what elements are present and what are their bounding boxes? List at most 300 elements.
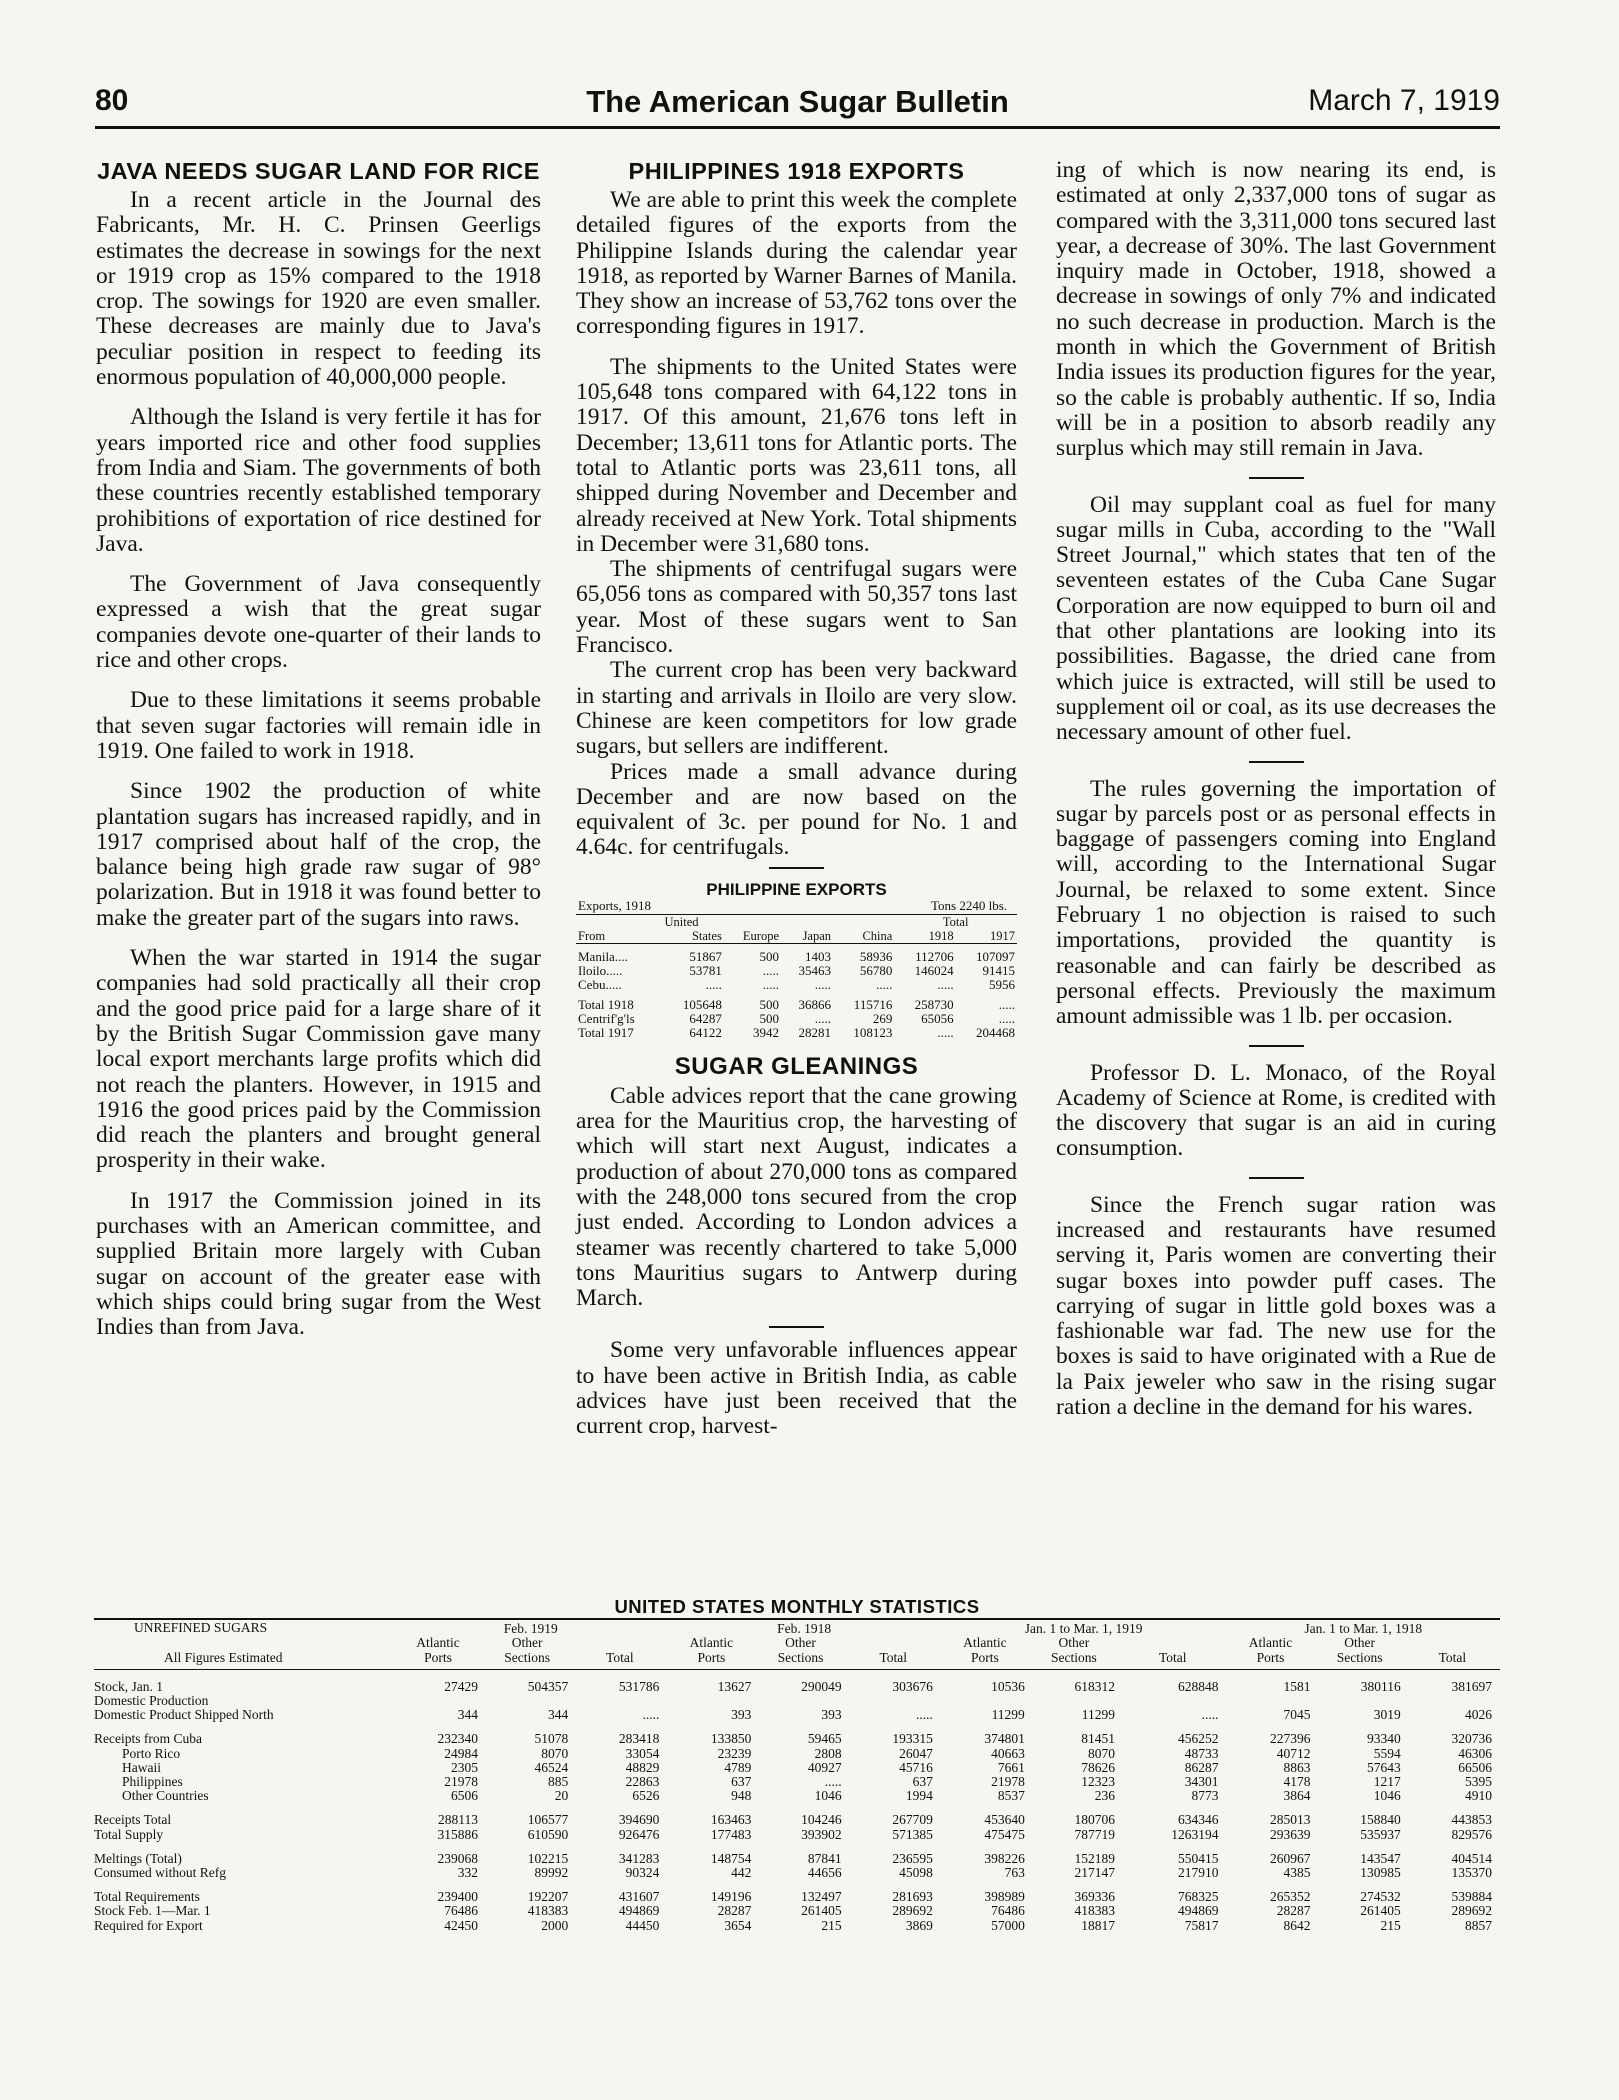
table-cell: 500	[759, 996, 779, 1012]
philippines-heading: PHILIPPINES 1918 EXPORTS	[628, 158, 965, 184]
gleanings-paragraph: The rules governing the importation of sugar by parcels post or as personal effects in baggage of passengers coming into England will, according to the International Sugar Journal, be relaxed to some extent. Since February 1 no objection is raised to such importations, provided the quantity is reasonable and can fairly be described as personal effects. Previously the maximum amount admissible was 1 lb. per occasion.	[1056, 775, 1496, 1030]
table-cell	[846, 1694, 941, 1708]
table-cell: 20	[554, 1788, 569, 1804]
table-cell: 634346	[1178, 1812, 1219, 1828]
table-cell: 204468	[976, 1024, 1015, 1040]
table-cell: 3019	[1373, 1707, 1401, 1723]
header-total: Total	[942, 914, 969, 929]
java-paragraph: The Government of Java consequently expressed a wish that the great sugar companies devote one-quarter of their lands to rice and other crops.	[96, 571, 541, 674]
table-cell: 22863	[625, 1774, 660, 1790]
table-cell: 571385	[892, 1826, 933, 1842]
table-cell: 102215	[527, 1850, 569, 1866]
table-cell: 500	[759, 1010, 779, 1026]
table-cell: 104246	[801, 1812, 842, 1828]
table-cell	[394, 1694, 482, 1708]
row-label: Receipts from Cuba	[94, 1731, 202, 1747]
table-cell: 217147	[1074, 1865, 1116, 1881]
table-cell: 40927	[807, 1759, 842, 1775]
table-cell: 65056	[921, 1010, 954, 1026]
table-cell: 948	[731, 1788, 752, 1804]
table-cell: 158840	[1360, 1812, 1401, 1828]
table-cell	[1029, 1694, 1119, 1708]
column-gleanings-continued	[1056, 158, 1496, 1435]
table-cell: 610590	[527, 1826, 569, 1842]
table-cell: 8863	[1283, 1759, 1311, 1775]
row-label: Meltings (Total)	[94, 1850, 182, 1866]
philippines-paragraph: The current crop has been very backward in starting and arrivals in Iloilo are very slow. Chinese are keen competitors for low grade sugars, but sellers are indifferent.	[576, 657, 1017, 760]
column-java	[96, 158, 541, 1355]
table-cell: 21978	[991, 1774, 1025, 1790]
table-cell: .....	[937, 1024, 954, 1040]
corner-top: UNREFINED SUGARS	[134, 1620, 268, 1636]
table-cell: .....	[814, 1010, 832, 1026]
table-cell: 146024	[914, 962, 954, 978]
table-cell: 637	[731, 1774, 752, 1790]
col-total: Total	[846, 1651, 941, 1670]
col-ports: Ports	[394, 1651, 482, 1670]
col-other: Other	[785, 1635, 816, 1651]
row-label: Philippines	[122, 1774, 183, 1790]
table-cell: 290049	[801, 1678, 842, 1694]
table-cell: .....	[824, 1774, 842, 1790]
gleanings-paragraph: Some very unfavorable influences appear to have been active in British India, as cable advices have just been received that the current crop, harvest-	[576, 1337, 1017, 1440]
page-header	[95, 78, 1500, 129]
table-cell: 6526	[632, 1788, 660, 1804]
table-cell: 193315	[892, 1731, 933, 1747]
monthly-statistics	[94, 1596, 1500, 1933]
exports-grid	[576, 915, 1017, 1040]
table-cell: .....	[762, 962, 779, 978]
table-cell: 23239	[717, 1745, 752, 1761]
table-cell: 394690	[618, 1812, 660, 1828]
table-cell: 217910	[1178, 1865, 1219, 1881]
table-cell: 288113	[437, 1812, 478, 1828]
table-row	[94, 1669, 1500, 1694]
table-cell: 4789	[724, 1759, 752, 1775]
java-heading: JAVA NEEDS SUGAR LAND FOR RICE	[97, 158, 540, 184]
philippines-paragraph: We are able to print this week the complete detailed figures of the exports from the Philippine Islands during the calendar year 1918, as reported by Warner Barnes of Manila. They show an increase of 53,762 tons over the corresponding figures in 1917.	[576, 187, 1017, 340]
table-cell: 3942	[753, 1024, 779, 1040]
table-cell: 5594	[1373, 1745, 1401, 1761]
table-row	[94, 1694, 1500, 1708]
col-atlantic: Atlantic	[963, 1635, 1007, 1651]
table-cell: 768325	[1178, 1889, 1219, 1905]
table-cell	[755, 1694, 845, 1708]
row-label: Consumed without Refg	[94, 1865, 226, 1881]
table-cell: 48733	[1184, 1745, 1219, 1761]
table-cell: 58936	[859, 948, 893, 964]
table-cell: 269	[872, 1010, 893, 1026]
column-header: Japan	[781, 929, 833, 944]
table-cell: 475475	[984, 1826, 1025, 1842]
table-cell: 12323	[1081, 1774, 1116, 1790]
table-cell: .....	[915, 1707, 933, 1723]
table-sub-right: Tons 2240 lbs.	[930, 897, 1007, 913]
table-cell: 44450	[625, 1917, 660, 1933]
table-cell: 28281	[798, 1024, 832, 1040]
table-cell: 393	[821, 1707, 842, 1723]
table-cell: 107097	[976, 948, 1015, 964]
table-cell: 42450	[444, 1917, 478, 1933]
table-cell	[941, 1694, 1029, 1708]
table-row	[94, 1708, 1500, 1722]
table-cell: 1046	[1373, 1788, 1401, 1804]
table-cell: 535937	[1360, 1826, 1401, 1842]
table-cell: 180706	[1074, 1812, 1116, 1828]
table-cell: 380116	[1360, 1678, 1401, 1694]
table-cell: 453640	[984, 1812, 1025, 1828]
table-cell: 106577	[527, 1812, 569, 1828]
table-row	[94, 1722, 1500, 1746]
table-cell: 456252	[1178, 1731, 1219, 1747]
col-atlantic: Atlantic	[1248, 1635, 1293, 1651]
table-cell: 404514	[1451, 1850, 1492, 1866]
table-cell: 163463	[710, 1812, 752, 1828]
table-cell: 27429	[444, 1678, 478, 1694]
table-cell: 236	[1094, 1788, 1116, 1804]
row-label: Total Requirements	[94, 1889, 200, 1905]
table-cell: .....	[814, 976, 832, 992]
table-cell: 8773	[1191, 1788, 1219, 1804]
table-cell: 4910	[1465, 1788, 1492, 1804]
col-other: Other	[1058, 1635, 1090, 1651]
table-cell: 2305	[450, 1759, 478, 1775]
table-row	[94, 1866, 1500, 1880]
table-sub-left: Exports, 1918	[578, 897, 651, 913]
table-cell: 7661	[997, 1759, 1025, 1775]
table-cell: 3864	[1283, 1788, 1311, 1804]
table-cell: 320736	[1451, 1731, 1492, 1747]
table-cell: Centrif'g'ls	[578, 1010, 635, 1026]
table-cell: 1263194	[1171, 1826, 1219, 1842]
table-cell: 393902	[801, 1826, 842, 1842]
table-cell: 75817	[1184, 1917, 1219, 1933]
table-cell	[572, 1694, 667, 1708]
table-cell: 46524	[534, 1759, 569, 1775]
table-cell: 341283	[618, 1850, 660, 1866]
row-label: Total Supply	[94, 1826, 164, 1842]
gleanings-paragraph: Since the French sugar ration was increased and restaurants have resumed serving it, Paris women are converting their sugar boxes into powder puff cases. The carrying of sugar in little gold boxes was a fashionable war fad. The new use for the boxes is said to have originated with a Rue de la Paix jeweler who saw in the rising sugar ration a decline in the demand for his wares.	[1056, 1191, 1496, 1421]
table-row	[576, 943, 1017, 964]
table-cell: 215	[1380, 1917, 1401, 1933]
col-ports: Ports	[667, 1651, 755, 1670]
table-cell: 40663	[991, 1745, 1025, 1761]
table-cell: 21978	[444, 1774, 478, 1790]
table-cell: 763	[1004, 1865, 1025, 1881]
column-header: China	[833, 929, 894, 944]
table-cell: 258730	[914, 996, 954, 1012]
table-cell: 1217	[1373, 1774, 1401, 1790]
table-cell: 51078	[534, 1731, 569, 1747]
table-cell: 5956	[989, 976, 1015, 992]
group-feb-1919	[394, 1619, 667, 1636]
table-cell: 1581	[1283, 1678, 1311, 1694]
table-cell: 36866	[798, 996, 832, 1012]
column-header: Europe	[724, 929, 781, 944]
table-cell: 236595	[892, 1850, 933, 1866]
row-label: Domestic Production	[94, 1693, 209, 1709]
table-cell: 8537	[997, 1788, 1025, 1804]
table-cell: 59465	[807, 1731, 842, 1747]
table-row	[576, 978, 1017, 992]
table-row	[576, 992, 1017, 1012]
group-label: Feb. 1918	[777, 1621, 832, 1637]
row-label: Receipts Total	[94, 1812, 172, 1828]
table-cell: 192207	[527, 1889, 569, 1905]
table-cell: 418383	[1074, 1903, 1116, 1919]
table-cell: 76486	[991, 1903, 1025, 1919]
table-cell: 885	[547, 1774, 569, 1790]
col-sections: Sections	[1314, 1651, 1404, 1670]
table-cell: 46306	[1458, 1745, 1492, 1761]
table-cell: 4178	[1283, 1774, 1311, 1790]
table-cell: .....	[876, 976, 893, 992]
table-cell: 289692	[1451, 1903, 1492, 1919]
table-cell: 28287	[717, 1903, 752, 1919]
table-cell: 260967	[1269, 1850, 1311, 1866]
table-cell: 303676	[892, 1678, 933, 1694]
table-cell: 90324	[625, 1865, 660, 1881]
table-cell	[1227, 1694, 1315, 1708]
table-cell: 66506	[1458, 1759, 1492, 1775]
page-number: 80	[95, 84, 129, 117]
column-philippines	[576, 158, 1017, 1455]
table-cell: 283418	[618, 1731, 660, 1747]
table-cell: 76486	[444, 1903, 478, 1919]
statistics-grid	[94, 1618, 1500, 1933]
col-total: Total	[1405, 1651, 1500, 1670]
group-label: Jan. 1 to Mar. 1, 1919	[1024, 1621, 1143, 1637]
col-total: Total	[572, 1651, 667, 1670]
table-cell: 443853	[1451, 1812, 1492, 1828]
table-cell: .....	[1201, 1707, 1219, 1723]
table-cell: Cebu.....	[578, 976, 622, 992]
table-cell: 398226	[984, 1850, 1025, 1866]
table-cell: 35463	[798, 962, 832, 978]
table-cell: 618312	[1074, 1678, 1116, 1694]
table-cell: 89992	[534, 1865, 569, 1881]
table-cell: 152189	[1074, 1850, 1116, 1866]
table-cell: 64287	[689, 1010, 722, 1026]
table-cell: 51867	[689, 948, 722, 964]
table-cell: 274532	[1360, 1889, 1401, 1905]
table-cell: 315886	[437, 1826, 478, 1842]
table-cell: 787719	[1074, 1826, 1116, 1842]
table-cell: 393	[731, 1707, 752, 1723]
table-cell	[1314, 1694, 1404, 1708]
table-title: PHILIPPINE EXPORTS	[706, 879, 887, 899]
table-cell: 48829	[625, 1759, 660, 1775]
gleanings-paragraph: ing of which is now nearing its end, is estimated at only 2,337,000 tons of sugar as compared with the 3,311,000 tons secured last year, a decrease of 30%. The last Government inquiry made in October, 1918, showed a decrease in sowings of only 7% and indicated no such decrease in production. March is the month in which the Government of British India issues its production figures for the year, so the cable is probably authentic. If so, India will be in a position to absorb readily any surplus which may still remain in Java.	[1056, 157, 1496, 462]
table-cell: Total 1917	[578, 1024, 634, 1040]
table-cell: 64122	[689, 1024, 722, 1040]
java-paragraph: Although the Island is very fertile it has for years imported rice and other food supplies from India and Siam. The governments of both these countries recently established temporary prohibitions of exportation of rice destined for Java.	[96, 404, 541, 557]
row-label: Stock, Jan. 1	[94, 1678, 163, 1694]
table-cell	[1119, 1694, 1226, 1708]
table-cell: .....	[937, 976, 954, 992]
col-sections: Sections	[1029, 1651, 1119, 1670]
col-atlantic: Atlantic	[689, 1635, 734, 1651]
row-label: Required for Export	[94, 1917, 203, 1933]
table-cell: 143547	[1360, 1850, 1401, 1866]
table-cell: 261405	[1360, 1903, 1401, 1919]
table-cell: 293639	[1269, 1826, 1311, 1842]
table-cell: 418383	[527, 1903, 569, 1919]
group-label: Jan. 1 to Mar. 1, 1918	[1304, 1621, 1423, 1637]
table-cell: 130985	[1360, 1865, 1401, 1881]
table-cell: 281693	[892, 1889, 933, 1905]
table-cell: 1994	[905, 1788, 933, 1804]
corner-bottom: All Figures Estimated	[94, 1651, 394, 1670]
section-divider	[1249, 1177, 1304, 1179]
table-cell: 135370	[1451, 1865, 1492, 1881]
col-atlantic: Atlantic	[416, 1635, 460, 1651]
table-row	[94, 1904, 1500, 1918]
group-label: Feb. 1919	[503, 1621, 558, 1637]
table-row	[94, 1803, 1500, 1827]
row-label: Stock Feb. 1—Mar. 1	[94, 1903, 211, 1919]
group-jan-mar-1918	[1227, 1619, 1500, 1636]
table-cell: 10536	[991, 1678, 1025, 1694]
table-cell: 5395	[1465, 1774, 1492, 1790]
table-row	[576, 1026, 1017, 1040]
gleanings-paragraph: Professor D. L. Monaco, of the Royal Academy of Science at Rome, is credited with the discovery that sugar is an aid in curing consumption.	[1056, 1059, 1496, 1162]
group-feb-1918	[667, 1619, 940, 1636]
section-divider	[1249, 477, 1304, 479]
row-label: Domestic Product Shipped North	[94, 1707, 274, 1723]
table-cell: .....	[762, 976, 779, 992]
col-sections: Sections	[755, 1651, 845, 1670]
table-cell: 239400	[437, 1889, 478, 1905]
table-cell: 13627	[717, 1678, 752, 1694]
table-cell: 18817	[1081, 1917, 1116, 1933]
table-cell: 374801	[984, 1731, 1025, 1747]
philippines-paragraph: Prices made a small advance during December and are now based on the equivalent of 3c. per pound for No. 1 and 4.64c. for centrifugals.	[576, 758, 1017, 861]
table-cell: 8857	[1465, 1917, 1492, 1933]
column-header: From	[576, 929, 663, 944]
table-row	[94, 1919, 1500, 1933]
table-cell: 28287	[1276, 1903, 1311, 1919]
section-divider	[1249, 761, 1304, 763]
table-cell: 45098	[899, 1865, 933, 1881]
table-cell: 8070	[541, 1745, 569, 1761]
table-cell: 4026	[1465, 1707, 1492, 1723]
philippine-exports-table	[576, 879, 1017, 1040]
section-divider	[1249, 1045, 1304, 1047]
table-cell: 24984	[444, 1745, 478, 1761]
table-cell: 232340	[437, 1731, 478, 1747]
table-cell: 531786	[618, 1678, 660, 1694]
philippines-paragraph: The shipments of centrifugal sugars were 65,056 tons as compared with 50,357 tons last year. Most of these sugars went to San Francisco.	[576, 556, 1017, 659]
table-cell: 91415	[982, 962, 1015, 978]
table-cell: 87841	[807, 1850, 842, 1866]
table-cell: 494869	[1178, 1903, 1219, 1919]
table-cell	[1405, 1694, 1500, 1708]
table-cell: 149196	[710, 1889, 752, 1905]
table-cell: 494869	[618, 1903, 660, 1919]
table-cell: 11299	[1081, 1707, 1116, 1723]
table-cell: .....	[998, 1010, 1015, 1026]
table-cell: 2808	[814, 1745, 842, 1761]
table-cell: 265352	[1269, 1889, 1311, 1905]
statistics-title: UNITED STATES MONTHLY STATISTICS	[614, 1596, 980, 1617]
table-cell: Total 1918	[578, 996, 634, 1012]
table-cell: 239068	[437, 1850, 478, 1866]
table-cell: 332	[457, 1865, 478, 1881]
table-cell: 105648	[682, 996, 722, 1012]
row-label: Other Countries	[122, 1788, 209, 1804]
table-row	[576, 1012, 1017, 1026]
table-row	[94, 1761, 1500, 1775]
table-cell: 44656	[807, 1865, 842, 1881]
issue-date: March 7, 1919	[1308, 84, 1500, 117]
table-cell: 7045	[1283, 1707, 1311, 1723]
table-cell: 550415	[1178, 1850, 1219, 1866]
table-cell: 3654	[724, 1917, 752, 1933]
table-cell: 285013	[1269, 1812, 1311, 1828]
table-cell: 500	[759, 948, 779, 964]
table-cell: 57643	[1366, 1759, 1401, 1775]
table-cell: 369336	[1074, 1889, 1116, 1905]
table-cell: 267709	[892, 1812, 933, 1828]
column-header: States	[663, 929, 724, 944]
table-cell: 344	[547, 1707, 569, 1723]
publication-title: The American Sugar Bulletin	[586, 84, 1009, 119]
table-cell	[667, 1694, 755, 1708]
table-cell: 8070	[1088, 1745, 1116, 1761]
table-cell: 132497	[801, 1889, 842, 1905]
table-cell: 381697	[1451, 1678, 1492, 1694]
table-cell: 442	[731, 1865, 752, 1881]
row-label: Hawaii	[122, 1759, 161, 1775]
philippines-paragraph: The shipments to the United States were 105,648 tons compared with 64,122 tons in 1917. Of this amount, 21,676 tons left in December; 13,611 tons for Atlantic ports. The total to Atlantic ports was 23,611 tons, all shipped during November and December and already received at New York. Total shipments in December were 31,680 tons.	[576, 353, 1017, 557]
table-cell: 1403	[805, 948, 832, 964]
table-cell: 53781	[689, 962, 722, 978]
table-cell: 148754	[710, 1850, 752, 1866]
table-cell: .....	[998, 996, 1015, 1012]
col-other: Other	[511, 1635, 543, 1651]
table-cell: 227396	[1269, 1731, 1311, 1747]
table-cell: 11299	[991, 1707, 1025, 1723]
java-paragraph: When the war started in 1914 the sugar companies had sold practically all their crop and the good price paid for a large share of it by the British Sugar Commission gave many local export merchants large profits which did not reach the planters. However, in 1915 and 1916 the good prices paid by the Commission did reach the planters and brought general prosperity in their wake.	[96, 945, 541, 1174]
table-cell: Iloilo.....	[578, 962, 623, 978]
table-cell: 289692	[892, 1903, 933, 1919]
row-label: Porto Rico	[122, 1745, 181, 1761]
table-cell: 431607	[618, 1889, 660, 1905]
table-cell: 112706	[915, 948, 954, 964]
table-cell: 637	[912, 1774, 933, 1790]
table-row	[94, 1828, 1500, 1842]
table-cell: 398989	[984, 1889, 1025, 1905]
table-cell: 1046	[814, 1788, 842, 1804]
section-divider	[769, 867, 824, 869]
table-cell: 504357	[527, 1678, 569, 1694]
table-cell: .....	[705, 976, 722, 992]
col-other: Other	[1344, 1635, 1375, 1651]
gleanings-paragraph: Oil may supplant coal as fuel for many sugar mills in Cuba, according to the "Wall Street Journal," which states that ten of the seventeen estates of the Cuba Cane Sugar Corporation are now equipped to burn oil and that other plantations are looking into its possibilities. Bagasse, the dried cane from which juice is extracted, will still be used to supplement oil or coal, as its use decreases the necessary amount of other fuel.	[1056, 491, 1496, 746]
gleanings-heading: SUGAR GLEANINGS	[674, 1052, 919, 1080]
table-cell: 56780	[859, 962, 893, 978]
table-cell: 8642	[1283, 1917, 1311, 1933]
table-cell: 6506	[450, 1788, 478, 1804]
table-row	[94, 1842, 1500, 1866]
table-cell: 78626	[1081, 1759, 1116, 1775]
table-cell: 4385	[1283, 1865, 1311, 1881]
gleanings-paragraph: Cable advices report that the cane growing area for the Mauritius crop, the harvesting of which will start next August, indicates a production of about 270,000 tons as compared with the 248,000 tons secured from the crop just ended. According to London advices a steamer was recently chartered to take 5,000 tons Mauritius sugars to Antwerp during March.	[576, 1082, 1017, 1312]
table-row	[94, 1747, 1500, 1761]
table-row	[576, 964, 1017, 978]
section-divider	[769, 1326, 824, 1328]
